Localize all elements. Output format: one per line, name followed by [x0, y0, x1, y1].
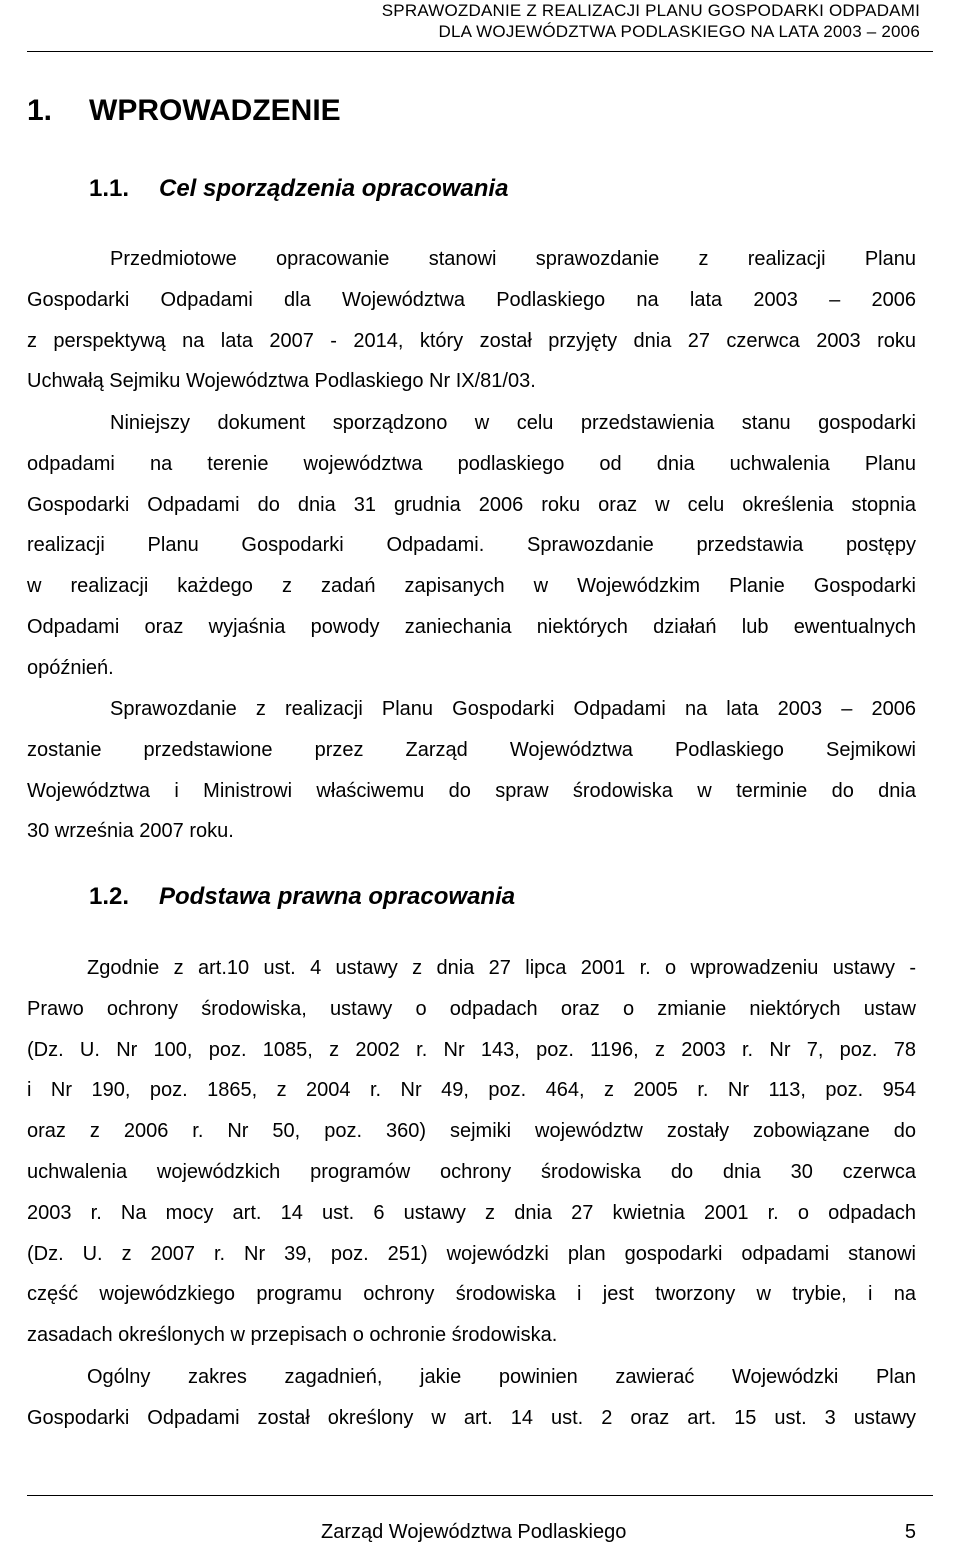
text-line: część wojewódzkiego programu ochrony środowiska i jest tworzony w trybie, i na — [27, 1283, 916, 1306]
text-line: Niniejszy dokument sporządzono w celu przedstawienia stanu gospodarki — [110, 412, 916, 434]
section-heading-1-2 — [89, 883, 515, 911]
subsection-title: Cel sporządzenia opracowania — [159, 175, 509, 202]
paragraph — [27, 948, 916, 1356]
text-line: Gospodarki Odpadami do dnia 31 grudnia 2006 roku oraz w celu określenia stopnia — [27, 493, 916, 516]
paragraph — [27, 403, 916, 689]
section-number: 1. — [27, 94, 53, 127]
text-line: z perspektywą na lata 2007 - 2014, który został przyjęty dnia 27 czerwca 2003 roku — [27, 329, 916, 352]
text-line: Przedmiotowe opracowanie stanowi sprawozdanie z realizacji Planu — [110, 248, 916, 270]
subsection-title: Podstawa prawna opracowania — [159, 883, 516, 910]
paragraph — [27, 239, 916, 402]
footer-organization: Zarząd Województwa Podlaskiego — [321, 1521, 627, 1543]
text-line: Zgodnie z art.10 ust. 4 ustawy z dnia 27 lipca 2001 r. o wprowadzeniu ustawy - — [87, 957, 916, 979]
text-line: Sprawozdanie z realizacji Planu Gospodarki Odpadami na lata 2003 – 2006 — [110, 698, 916, 720]
text-line: realizacji Planu Gospodarki Odpadami. Sprawozdanie przedstawia postępy — [27, 534, 916, 557]
paragraph — [27, 1357, 916, 1439]
text-line: Gospodarki Odpadami dla Województwa Podlaskiego na lata 2003 – 2006 — [27, 288, 916, 311]
text-line: (Dz. U. z 2007 r. Nr 39, poz. 251) wojewódzki plan gospodarki odpadami stanowi — [27, 1242, 916, 1265]
text-line: Odpadami oraz wyjaśnia powody zaniechania niektórych działań lub ewentualnych — [27, 615, 916, 638]
text-line: zostanie przedstawione przez Zarząd Województwa Podlaskiego Sejmikowi — [27, 738, 916, 761]
paragraph — [27, 689, 916, 852]
text-line: oraz z 2006 r. Nr 50, poz. 360) sejmiki województw zostały zobowiązane do — [27, 1120, 916, 1143]
text-line: w realizacji każdego z zadań zapisanych w Wojewódzkim Planie Gospodarki — [27, 575, 916, 598]
text-line: uchwalenia wojewódzkich programów ochrony środowiska do dnia 30 czerwca — [27, 1160, 916, 1183]
subsection-number: 1.2. — [89, 883, 130, 910]
page-header — [382, 0, 920, 42]
text-line: Gospodarki Odpadami został określony w art. 14 ust. 2 oraz art. 15 ust. 3 ustawy — [27, 1406, 916, 1429]
header-line-1: SPRAWOZDANIE Z REALIZACJI PLANU GOSPODARKI ODPADAMI — [381, 1, 920, 20]
header-line-2: DLA WOJEWÓDZTWA PODLASKIEGO NA LATA 2003 – 2006 — [438, 22, 920, 41]
footer-divider — [27, 1495, 933, 1496]
text-line: Województwa i Ministrowi właściwemu do spraw środowiska w terminie do dnia — [27, 779, 916, 802]
text-line: 30 września 2007 roku. — [27, 820, 234, 843]
header-divider — [27, 51, 933, 52]
page-number: 5 — [904, 1521, 916, 1543]
text-line: Ogólny zakres zagadnień, jakie powinien zawierać Wojewódzki Plan — [87, 1366, 916, 1388]
text-line: opóźnień. — [27, 656, 114, 679]
text-line: zasadach określonych w przepisach o ochronie środowiska. — [27, 1324, 558, 1347]
section-title: WPROWADZENIE — [89, 94, 341, 127]
section-heading-1-1 — [89, 175, 508, 203]
text-line: 2003 r. Na mocy art. 14 ust. 6 ustawy z dnia 27 kwietnia 2001 r. o odpadach — [27, 1201, 916, 1224]
subsection-number: 1.1. — [89, 175, 130, 202]
text-line: i Nr 190, poz. 1865, z 2004 r. Nr 49, poz. 464, z 2005 r. Nr 113, poz. 954 — [27, 1079, 916, 1102]
text-line: Uchwałą Sejmiku Województwa Podlaskiego Nr IX/81/03. — [27, 370, 536, 393]
section-heading-1 — [27, 94, 341, 128]
text-line: odpadami na terenie województwa podlaskiego od dnia uchwalenia Planu — [27, 452, 916, 475]
text-line: Prawo ochrony środowiska, ustawy o odpadach oraz o zmianie niektórych ustaw — [27, 997, 916, 1020]
text-line: (Dz. U. Nr 100, poz. 1085, z 2002 r. Nr 143, poz. 1196, z 2003 r. Nr 7, poz. 78 — [27, 1038, 916, 1061]
